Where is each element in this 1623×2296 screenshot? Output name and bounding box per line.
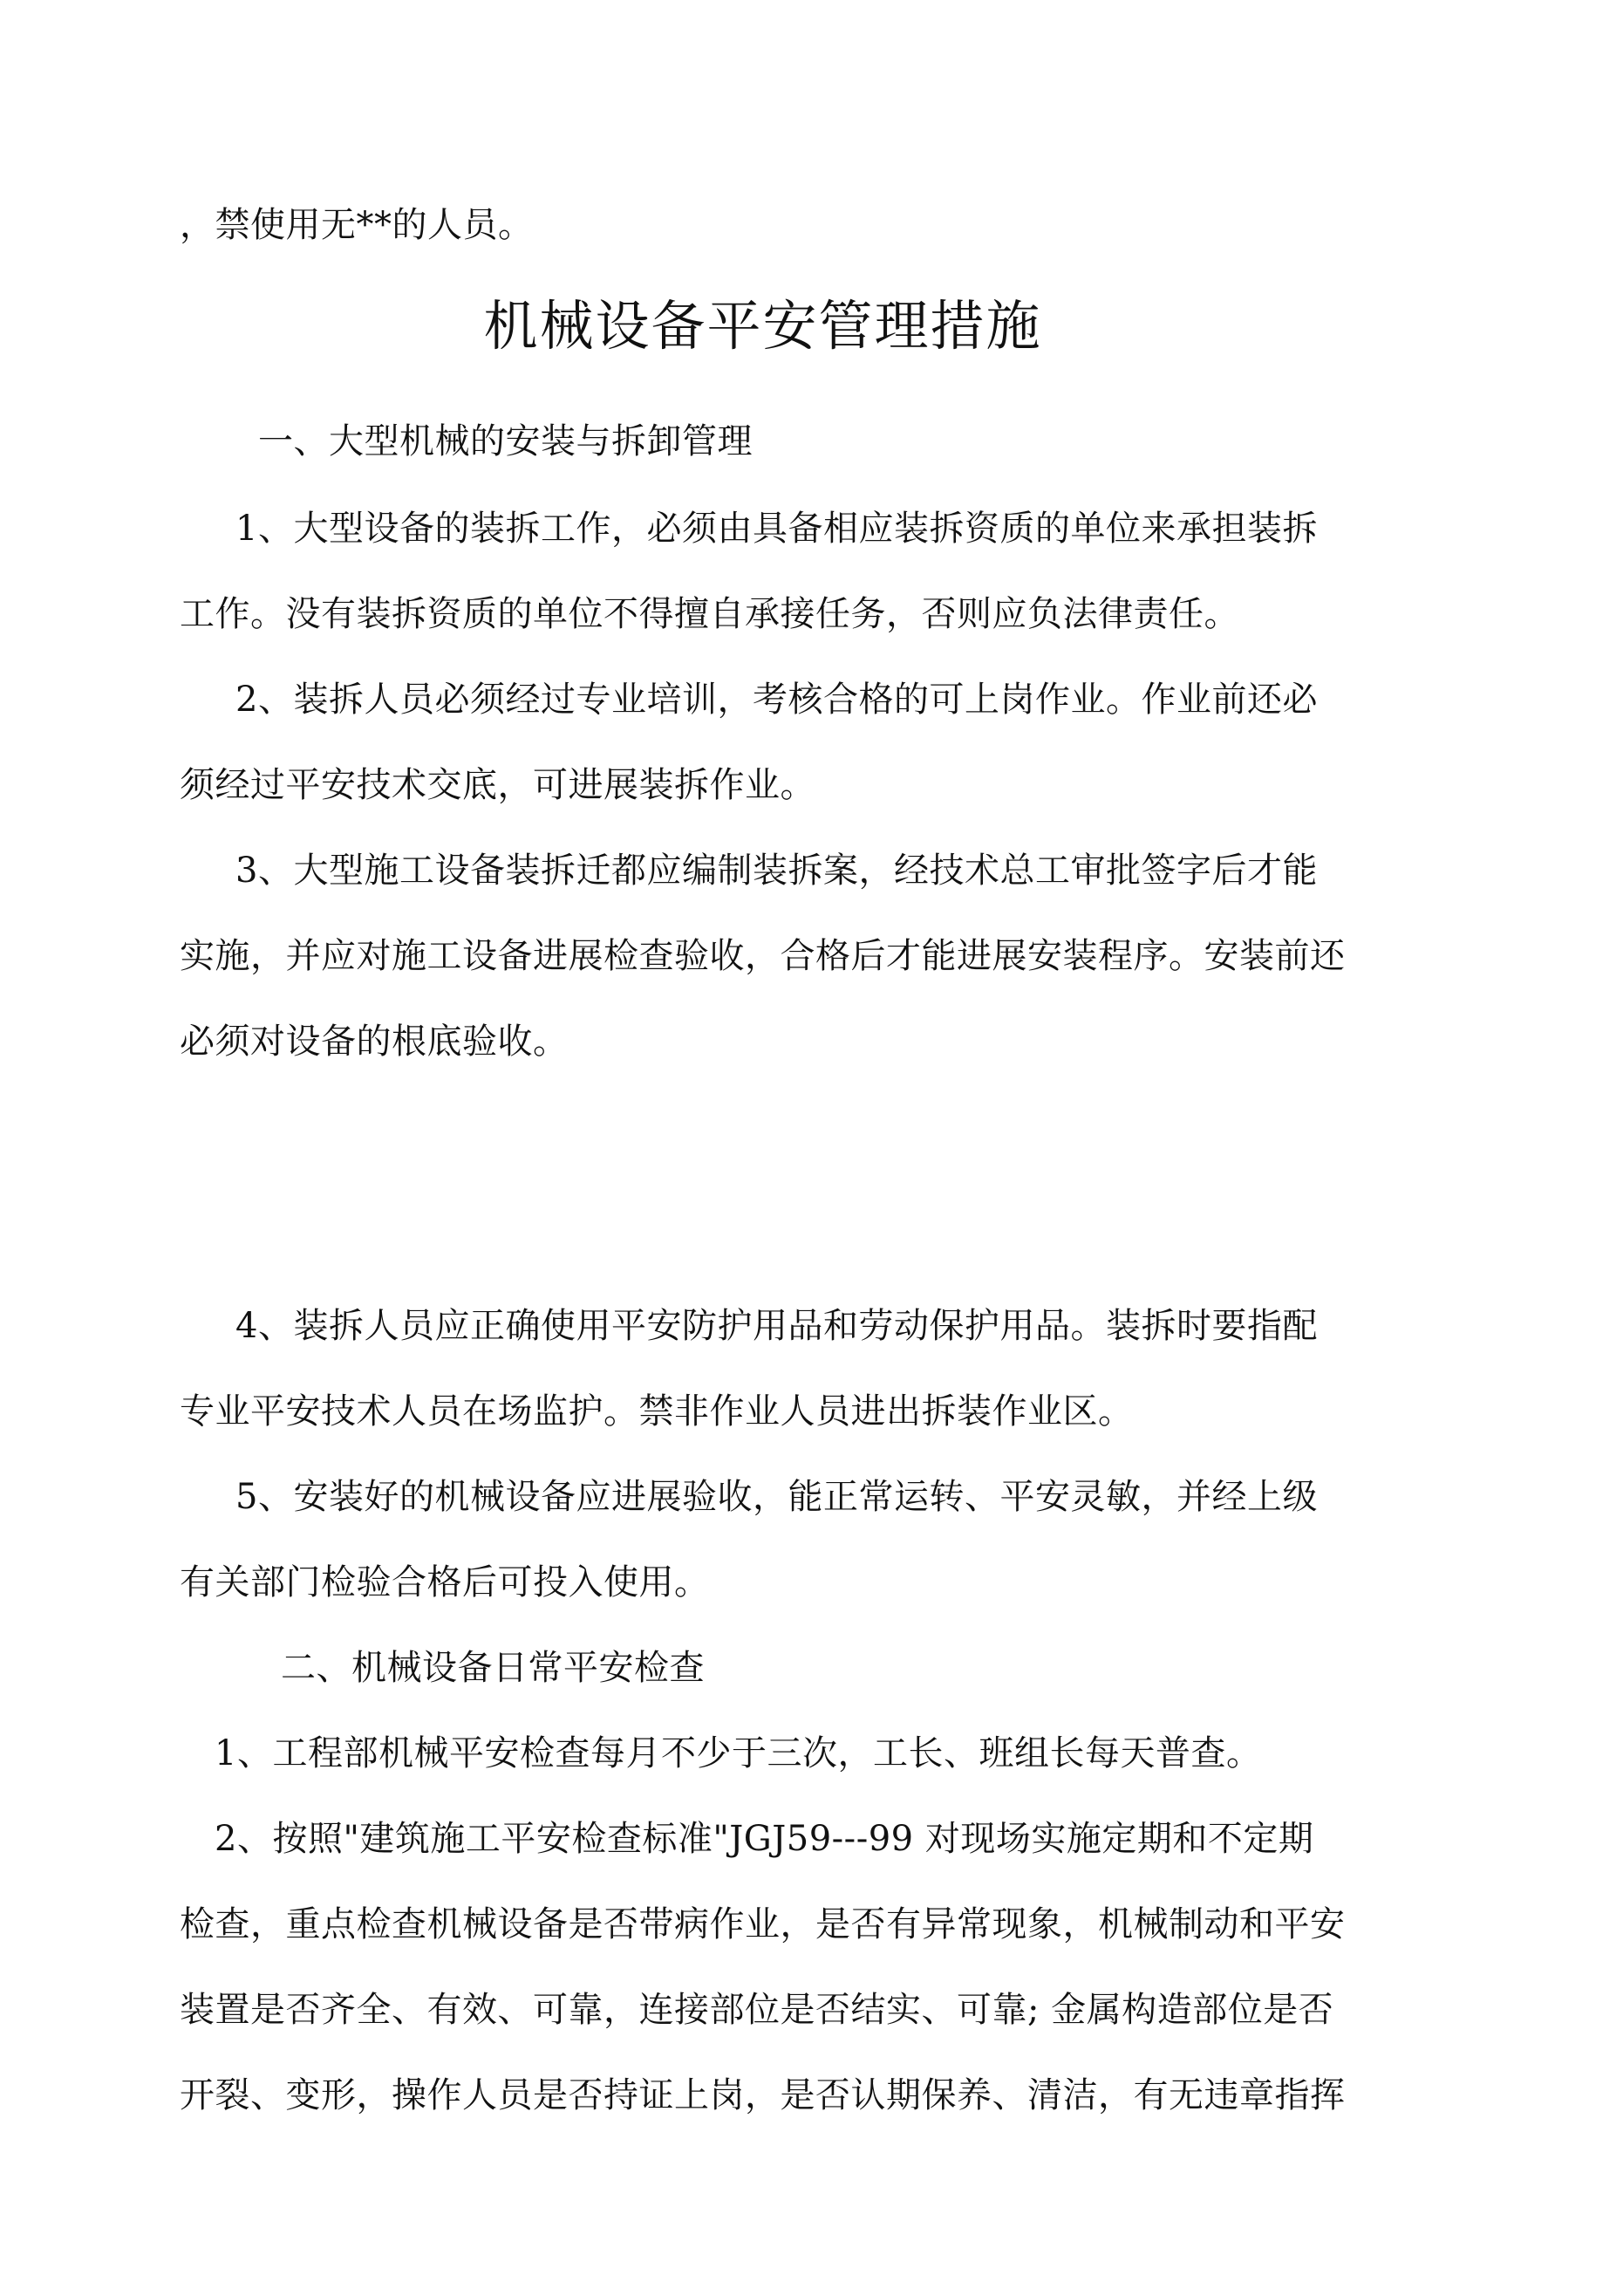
intro-line: ，禁使用无**的人员。: [180, 205, 534, 245]
document-title-text: 机械设备平安管理措施: [483, 294, 1042, 358]
section2-item1-line1: 1、工程部机械平安检查每月不少于三次，工长、班组长每天普查。: [215, 1733, 1262, 1773]
section1-item2-line2: 须经过平安技术交底，可进展装拆作业。: [180, 765, 815, 805]
section1-item2-line1: 2、装拆人员必须经过专业培训，考核合格的可上岗作业。作业前还必: [235, 680, 1318, 720]
section1-heading: 一、大型机械的安装与拆卸管理: [258, 421, 753, 461]
section2-heading: 二、机械设备日常平安检查: [281, 1648, 705, 1688]
section1-item5-line1: 5、安装好的机械设备应进展验收，能正常运转、平安灵敏，并经上级: [235, 1477, 1318, 1517]
section1-item1-line2: 工作。没有装拆资质的单位不得擅自承接任务，否则应负法律责任。: [180, 594, 1239, 634]
section2-item2-line3: 装置是否齐全、有效、可靠，连接部位是否结实、可靠; 金属构造部位是否: [180, 1990, 1334, 2030]
section1-item1-line1: 1、大型设备的装拆工作，必须由具备相应装拆资质的单位来承担装拆: [235, 509, 1318, 549]
section1-item3-line2: 实施，并应对施工设备进展检查验收，合格后才能进展安装程序。安装前还: [180, 936, 1346, 976]
section1-item3-line1: 3、大型施工设备装拆迁都应编制装拆案，经技术总工审批签字后才能: [235, 851, 1318, 891]
section1-item3-line3: 必须对设备的根底验收。: [180, 1022, 569, 1062]
section2-item2-line4: 开裂、变形，操作人员是否持证上岗，是否认期保养、清洁，有无违章指挥: [180, 2075, 1346, 2115]
section1-item5-line2: 有关部门检验合格后可投入使用。: [180, 1562, 710, 1602]
section2-item2-line2: 检查，重点检查机械设备是否带病作业，是否有异常现象，机械制动和平安: [180, 1904, 1346, 1944]
section2-item2-line1: 2、按照"建筑施工平安检查标准"JGJ59---99 对现场实施定期和不定期: [215, 1819, 1314, 1859]
section1-item4-line2: 专业平安技术人员在场监护。禁非作业人员进出拆装作业区。: [180, 1391, 1134, 1432]
document-title: [0, 293, 1623, 359]
section1-item4-line1: 4、装拆人员应正确使用平安防护用品和劳动保护用品。装拆时要指配: [235, 1306, 1318, 1346]
